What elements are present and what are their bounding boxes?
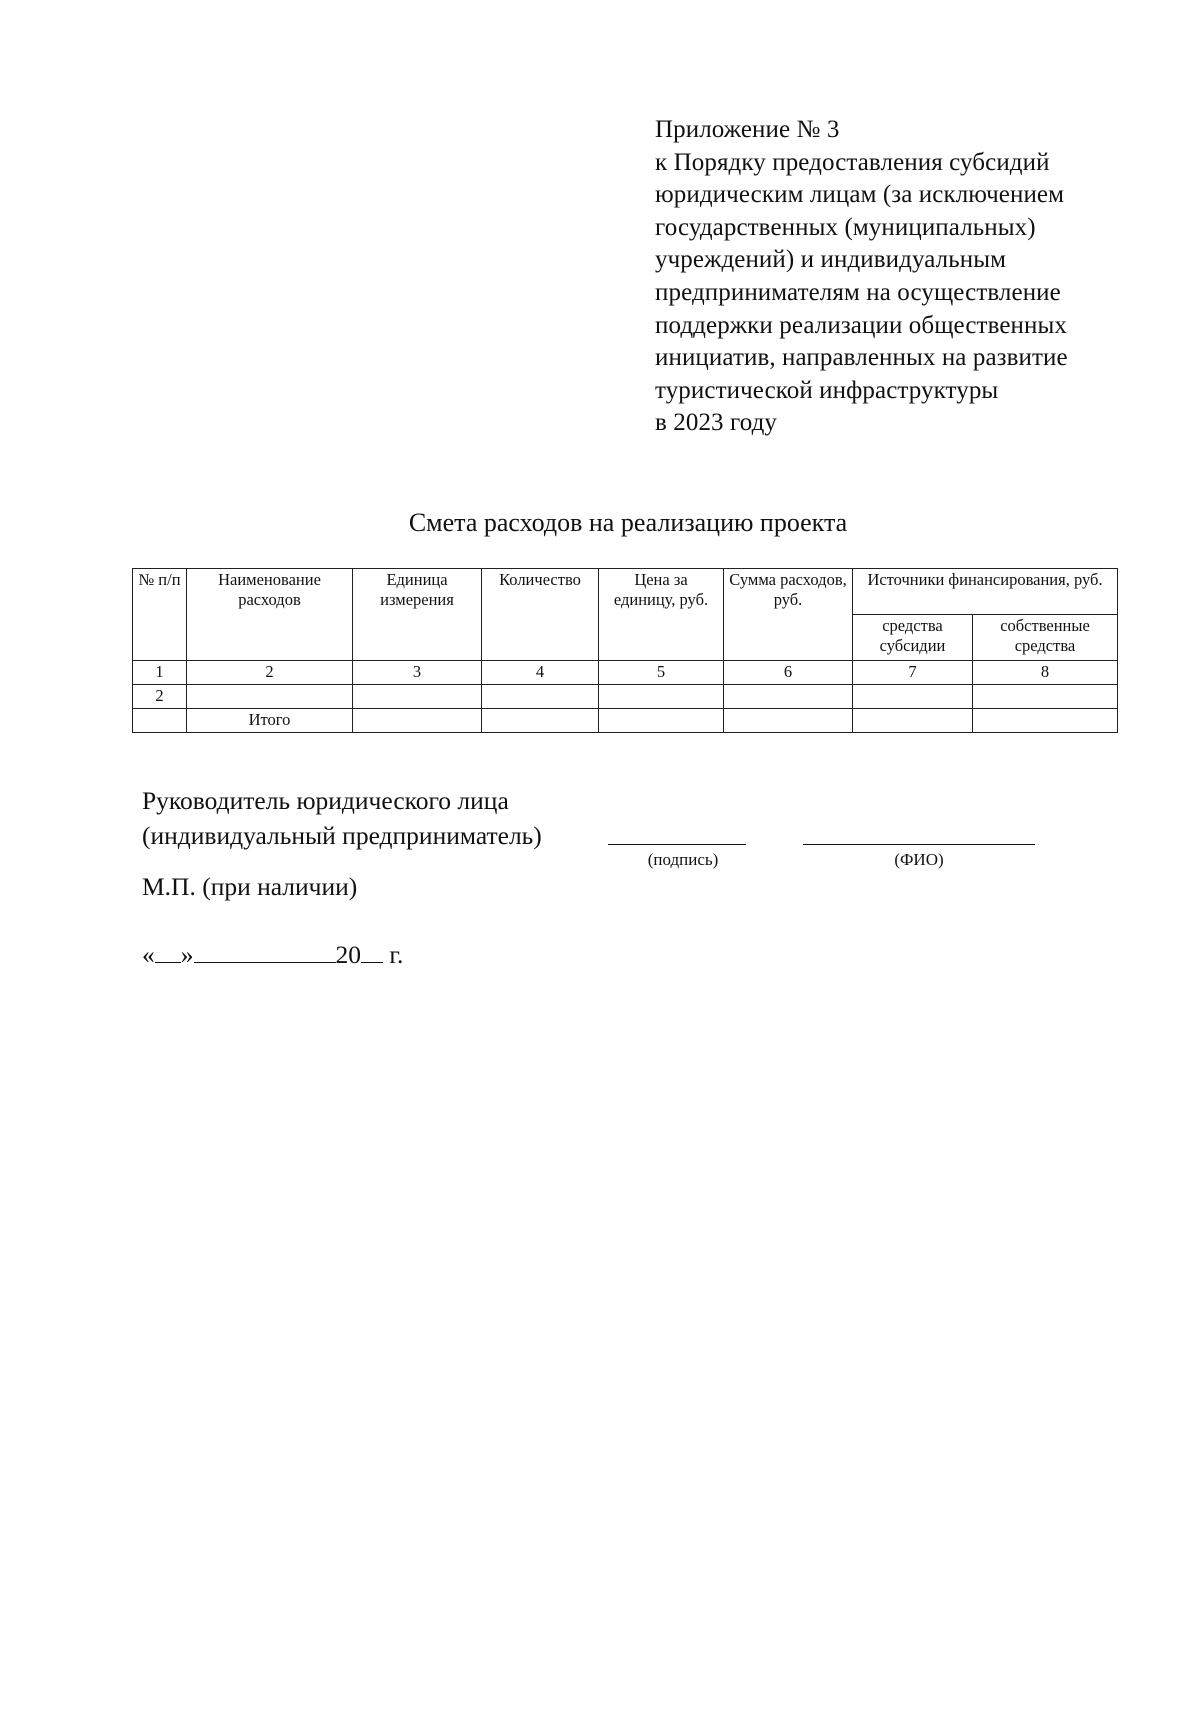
header-sources: Источники финансирования, руб. [853, 569, 1118, 615]
row-name [187, 685, 353, 709]
signatory-title [142, 783, 542, 853]
column-number: 5 [599, 661, 724, 685]
annex-line: к Порядку предоставления субсидий [655, 148, 1050, 176]
total-label: Итого [187, 709, 353, 733]
annex-line: предпринимателям на осуществление [655, 278, 1061, 306]
row-cell [724, 685, 853, 709]
row-cell [482, 685, 599, 709]
header-price: Цена за единицу, руб. [599, 569, 724, 661]
annex-header [655, 114, 1125, 440]
year-blank [361, 942, 383, 963]
header-quantity: Количество [482, 569, 599, 661]
fio-caption: (ФИО) [894, 850, 944, 869]
signature-caption: (подпись) [647, 850, 719, 869]
annex-line: инициатив, направленных на развитие [655, 344, 1068, 372]
header-num: № п/п [133, 569, 187, 661]
table-row [133, 685, 1118, 709]
row-cell [853, 709, 973, 733]
fio-line [803, 844, 1035, 845]
column-number: 1 [133, 661, 187, 685]
document-title: Смета расходов на реализацию проекта [408, 508, 848, 537]
row-number: 2 [133, 685, 187, 709]
month-blank [194, 942, 336, 963]
year-suffix: г. [383, 940, 404, 969]
signatory-line-1: Руководитель юридического лица [142, 786, 509, 815]
row-cell [724, 709, 853, 733]
column-number: 7 [853, 661, 973, 685]
row-cell [853, 685, 973, 709]
annex-line: учреждений) и индивидуальным [655, 246, 1007, 274]
annex-line: юридическим лицам (за исключением [655, 181, 1065, 209]
signatory-line-2: (индивидуальный предприниматель) [142, 821, 542, 850]
date-close-quote: » [180, 940, 194, 969]
annex-line: туристической инфраструктуры [655, 376, 999, 404]
annex-line: поддержки реализации общественных [655, 311, 1067, 339]
date-open-quote: « [142, 940, 155, 969]
column-number: 2 [187, 661, 353, 685]
column-numbers-row [133, 661, 1118, 685]
annex-line: в 2023 году [655, 409, 778, 437]
row-cell [353, 685, 482, 709]
header-sum: Сумма расходов, руб. [724, 569, 853, 661]
header-own-funds: собственные средства [973, 615, 1118, 661]
estimate-table [132, 568, 1118, 733]
annex-line: государственных (муниципальных) [655, 213, 1036, 241]
column-number: 8 [973, 661, 1118, 685]
row-cell [973, 685, 1118, 709]
year-prefix: 20 [335, 940, 361, 969]
header-name: Наименование расходов [187, 569, 353, 661]
row-cell [599, 709, 724, 733]
stamp-place: М.П. (при наличии) [142, 872, 358, 901]
date-line [142, 940, 403, 970]
row-cell [482, 709, 599, 733]
column-number: 4 [482, 661, 599, 685]
total-row [133, 709, 1118, 733]
annex-line: Приложение № 3 [655, 116, 840, 143]
column-number: 6 [724, 661, 853, 685]
row-cell [599, 685, 724, 709]
row-cell [133, 709, 187, 733]
row-cell [353, 709, 482, 733]
header-unit: Единица измерения [353, 569, 482, 661]
column-number: 3 [353, 661, 482, 685]
day-blank [155, 942, 181, 963]
row-cell [973, 709, 1118, 733]
header-subsidy: средства субсидии [853, 615, 973, 661]
signature-line [608, 844, 746, 845]
